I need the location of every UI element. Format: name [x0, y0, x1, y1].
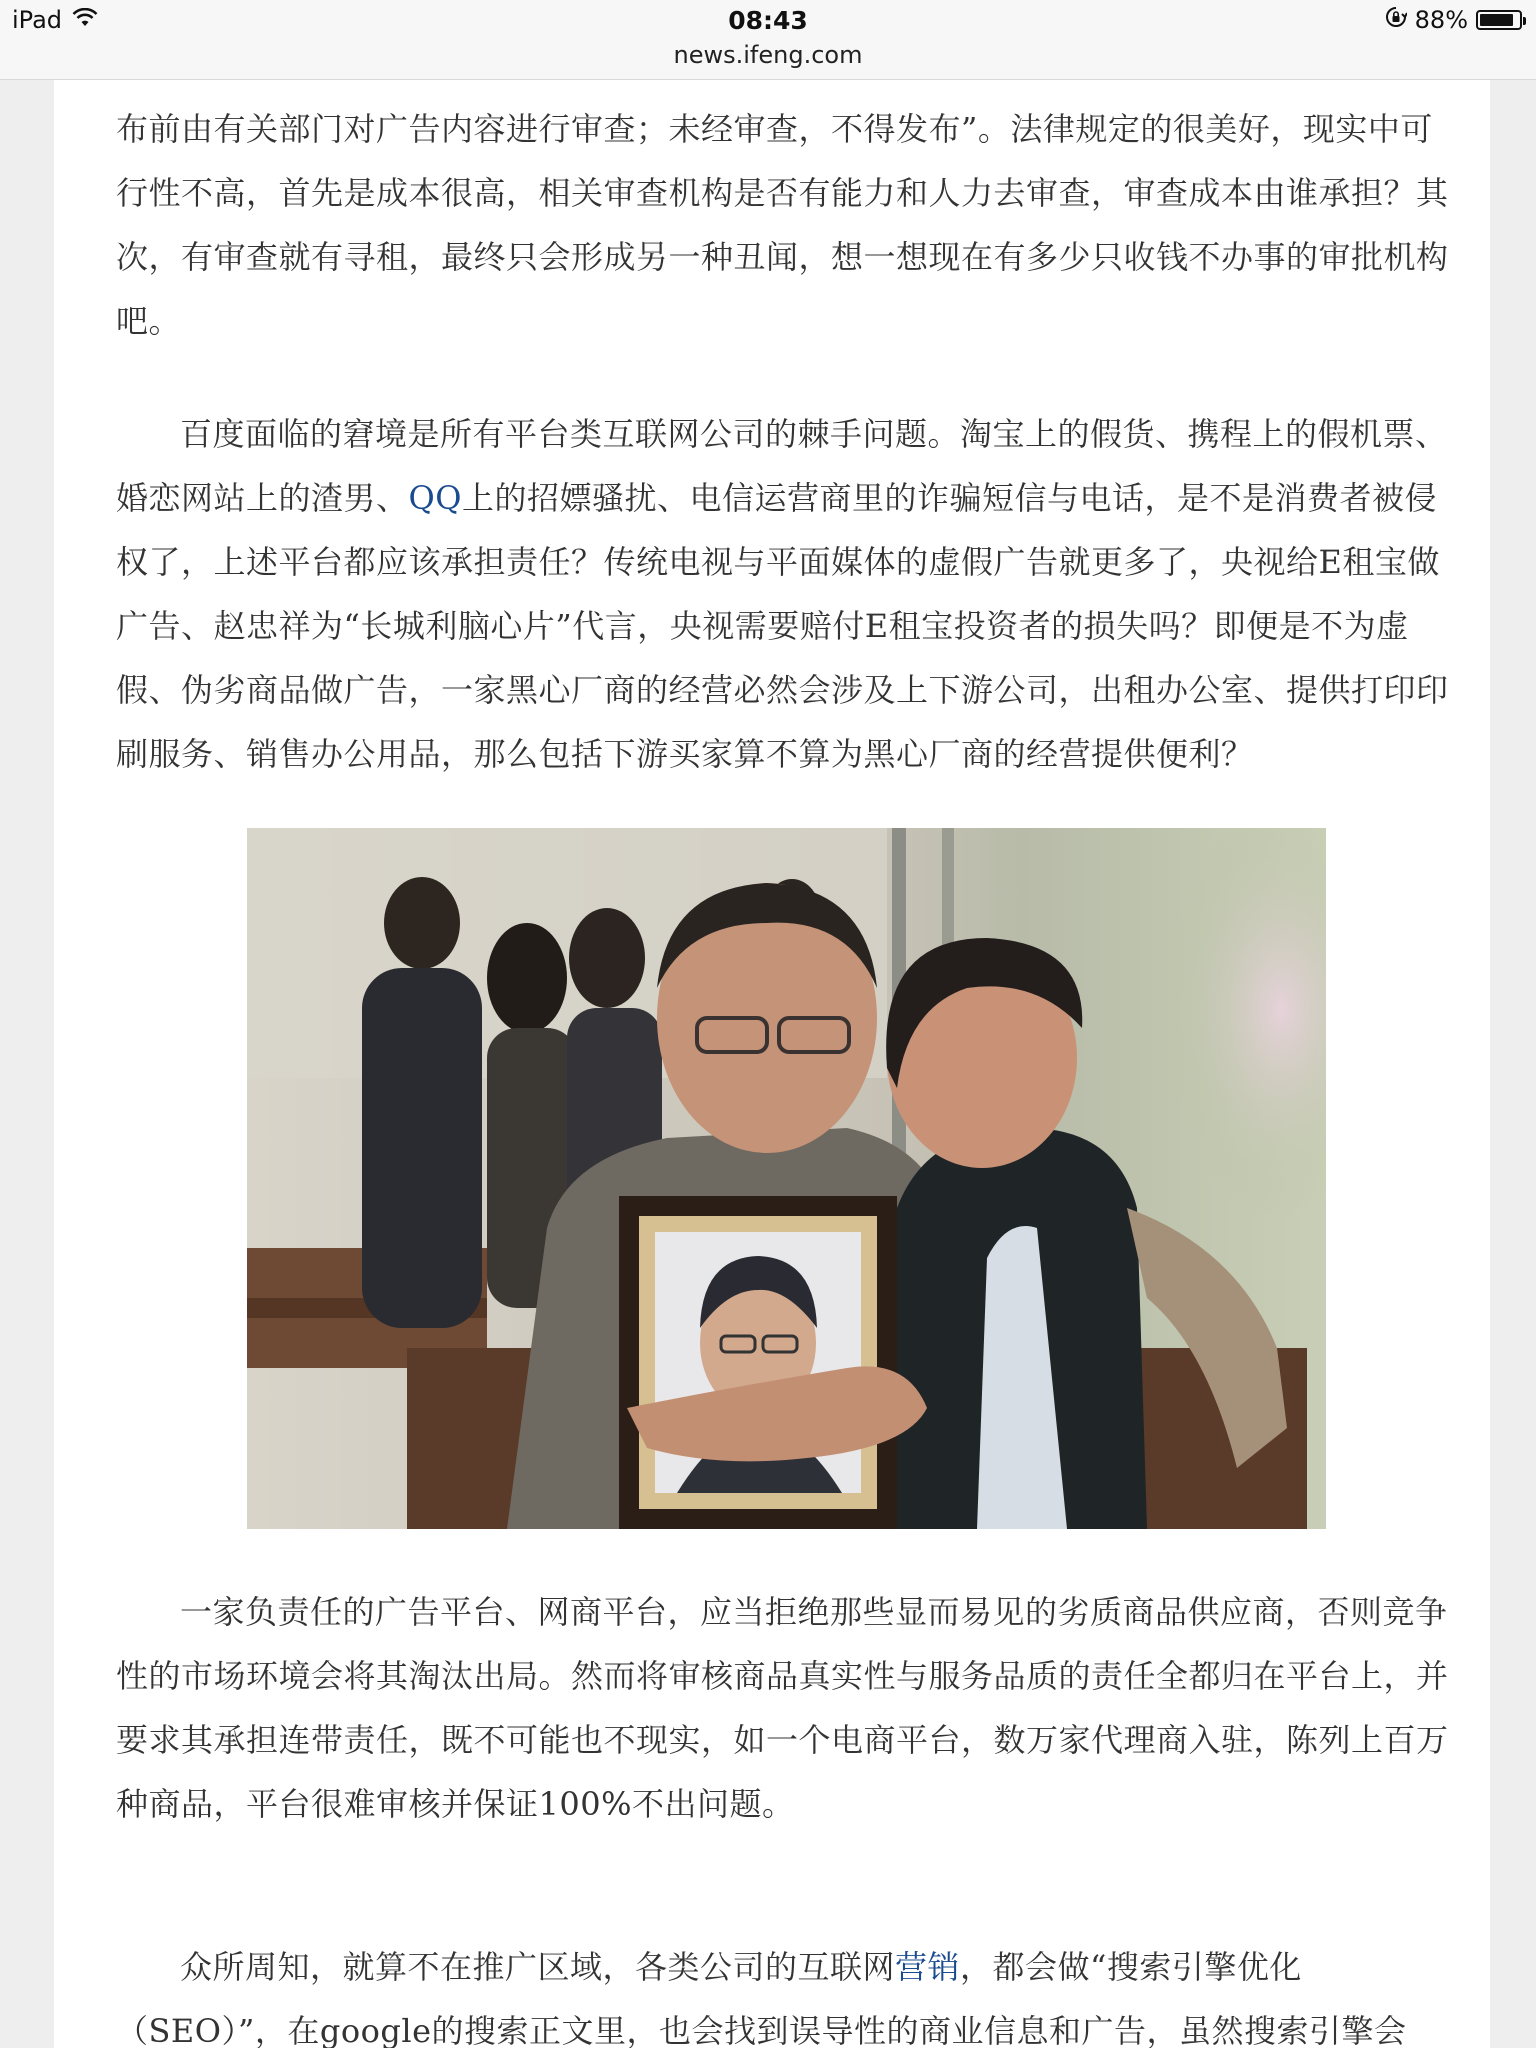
article-paragraph-2: [116, 402, 1456, 786]
paragraph-4-text-b: ，都会做“搜索引擎优化（SEO）”，在google的搜索正文里，也会找到误导性的商业信息和广告，虽然搜索引擎会: [116, 1948, 1407, 2048]
photo-illustration: [247, 828, 1326, 1529]
article-paragraph-3: 一家负责任的广告平台、网商平台，应当拒绝那些显而易见的劣质商品供应商，否则竞争性的市场环境会将其淘汰出局。然而将审核商品真实性与服务品质的责任全都归在平台上，并要求其承担连带责任，既不可能也不现实，如一个电商平台，数万家代理商入驻，陈列上百万种商品，平台很难审核并保证100%不出问题。: [116, 1593, 1449, 1823]
battery-percent: 88%: [1414, 6, 1468, 34]
paragraph-4-text-a: 众所周知，就算不在推广区域，各类公司的互联网: [180, 1948, 896, 1986]
paragraph-2-text-b: 上的招嫖骚扰、电信运营商里的诈骗短信与电话，是不是消费者被侵权了，上述平台都应该承担责任？传统电视与平面媒体的虚假广告就更多了，央视给E租宝做广告、赵忠祥为“长城利脑心片”代言，央视需要赔付E租宝投资者的损失吗？即便是不为虚假、伪劣商品做广告，一家黑心厂商的经营必然会涉及上下游公司，出租办公室、提供打印印刷服务、销售办公用品，那么包括下游买家算不算为黑心厂商的经营提供便利？: [116, 479, 1449, 773]
article-content[interactable]: [54, 80, 1490, 2048]
paragraph-2-text-a: 百度面临的窘境是所有平台类互联网公司的棘手问题。淘宝上的假货、携程上的假机票、婚恋网站上的渣男、: [116, 415, 1448, 517]
status-right: [1385, 6, 1522, 34]
qq-link[interactable]: QQ: [408, 479, 462, 517]
status-bar: [0, 0, 1536, 80]
device-name: iPad: [12, 6, 63, 34]
article-photo: [247, 828, 1326, 1529]
battery-icon: [1476, 10, 1522, 30]
battery-fill: [1480, 14, 1513, 26]
article-paragraph-1: 布前由有关部门对广告内容进行审查；未经审查，不得发布”。法律规定的很美好，现实中可行性不高，首先是成本很高，相关审查机构是否有能力和人力去审查，审查成本由谁承担？其次，有审查就有寻租，最终只会形成另一种丑闻，想一想现在有多少只收钱不办事的审批机构吧。: [116, 110, 1449, 340]
address-bar-url[interactable]: news.ifeng.com: [673, 41, 863, 69]
article-paragraph-4: [116, 1935, 1456, 2048]
marketing-link[interactable]: 营销: [895, 1948, 961, 1986]
status-time: 08:43: [728, 6, 808, 35]
orientation-lock-icon: [1385, 6, 1407, 34]
